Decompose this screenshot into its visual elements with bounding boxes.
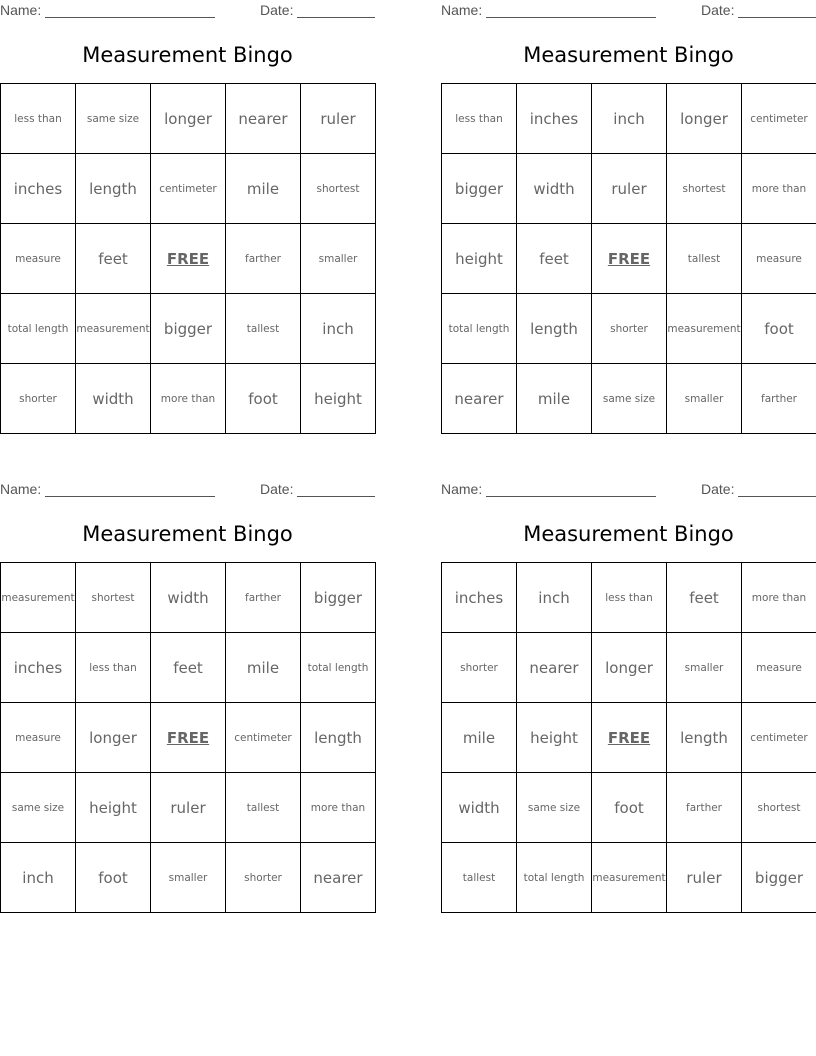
bingo-cell: nearer: [226, 84, 301, 154]
card-title: Measurement Bingo: [523, 43, 734, 67]
bingo-card-1: [0, 0, 375, 434]
bingo-cell: farther: [226, 224, 301, 294]
date-blank-line: [297, 482, 375, 497]
grid-row: [1, 843, 376, 913]
bingo-cell: longer: [76, 703, 151, 773]
grid-row: [442, 843, 816, 913]
date-label: Date:: [701, 481, 735, 497]
bingo-cell: foot: [742, 294, 816, 364]
date-label: Date:: [260, 2, 294, 18]
bingo-cell: nearer: [517, 633, 592, 703]
grid-row: [442, 84, 816, 154]
bingo-cell: inch: [301, 294, 376, 364]
bingo-cell: ruler: [301, 84, 376, 154]
bingo-grid: [0, 83, 376, 434]
date-field: [701, 2, 816, 18]
date-field: [260, 2, 375, 18]
bingo-cell: same size: [76, 84, 151, 154]
bingo-cell: bigger: [151, 294, 226, 364]
bingo-cell: ruler: [667, 843, 742, 913]
bingo-cell: same size: [1, 773, 76, 843]
bingo-cell: foot: [592, 773, 667, 843]
card-header: [0, 0, 375, 20]
bingo-card-3: [0, 479, 375, 913]
date-blank-line: [297, 3, 375, 18]
bingo-cell: total length: [301, 633, 376, 703]
grid-row: [1, 294, 376, 364]
bingo-cell: inch: [517, 563, 592, 633]
card-title: Measurement Bingo: [82, 43, 293, 67]
bingo-cell: tallest: [226, 294, 301, 364]
bingo-cell: farther: [226, 563, 301, 633]
bingo-cell: inches: [1, 154, 76, 224]
grid-row: [442, 633, 816, 703]
bingo-cell: shorter: [1, 364, 76, 434]
name-blank-line: [45, 482, 215, 497]
bingo-cell: shorter: [442, 633, 517, 703]
bingo-cell: foot: [226, 364, 301, 434]
bingo-cell: measure: [742, 633, 816, 703]
bingo-cell: ruler: [592, 154, 667, 224]
bingo-cell: more than: [301, 773, 376, 843]
bingo-cell: mile: [226, 633, 301, 703]
bingo-cell: centimeter: [151, 154, 226, 224]
bingo-cell: width: [76, 364, 151, 434]
bingo-cell: bigger: [301, 563, 376, 633]
free-space-cell: FREE: [592, 703, 667, 773]
name-blank-line: [486, 482, 656, 497]
grid-row: [1, 154, 376, 224]
bingo-cell: same size: [517, 773, 592, 843]
bingo-cell: total length: [517, 843, 592, 913]
bingo-card-4: [441, 479, 816, 913]
bingo-cell: inch: [592, 84, 667, 154]
bingo-cell: mile: [442, 703, 517, 773]
bingo-cell: feet: [76, 224, 151, 294]
grid-row: [442, 224, 816, 294]
bingo-cell: measurement: [592, 843, 667, 913]
bingo-cell: length: [667, 703, 742, 773]
bingo-cell: measurement: [667, 294, 742, 364]
bingo-cell: centimeter: [742, 703, 816, 773]
bingo-cell: farther: [667, 773, 742, 843]
grid-row: [1, 633, 376, 703]
date-blank-line: [738, 3, 816, 18]
bingo-cell: less than: [442, 84, 517, 154]
bingo-cell: measure: [1, 224, 76, 294]
bingo-cell: inches: [517, 84, 592, 154]
name-field: [441, 481, 656, 497]
name-field: [0, 481, 215, 497]
date-label: Date:: [701, 2, 735, 18]
grid-row: [1, 364, 376, 434]
bingo-cell: same size: [592, 364, 667, 434]
bingo-cell: height: [76, 773, 151, 843]
bingo-cell: feet: [517, 224, 592, 294]
bingo-cell: shorter: [592, 294, 667, 364]
bingo-cell: shortest: [742, 773, 816, 843]
bingo-cell: longer: [667, 84, 742, 154]
bingo-grid: [441, 562, 816, 913]
free-space-cell: FREE: [151, 703, 226, 773]
bingo-cell: less than: [592, 563, 667, 633]
bingo-cell: ruler: [151, 773, 226, 843]
bingo-cell: nearer: [301, 843, 376, 913]
bingo-cell: mile: [517, 364, 592, 434]
bingo-cell: measurement: [1, 563, 76, 633]
name-label: Name:: [0, 481, 42, 497]
bingo-cell: mile: [226, 154, 301, 224]
bingo-cell: height: [442, 224, 517, 294]
bingo-cell: inches: [442, 563, 517, 633]
card-header: [0, 479, 375, 499]
free-space-cell: FREE: [592, 224, 667, 294]
name-blank-line: [486, 3, 656, 18]
name-field: [0, 2, 215, 18]
date-label: Date:: [260, 481, 294, 497]
grid-row: [442, 703, 816, 773]
bingo-cell: longer: [592, 633, 667, 703]
bingo-cell: smaller: [301, 224, 376, 294]
grid-row: [1, 84, 376, 154]
bingo-card-2: [441, 0, 816, 434]
bingo-cell: length: [301, 703, 376, 773]
bingo-cell: tallest: [667, 224, 742, 294]
bingo-cell: shorter: [226, 843, 301, 913]
bingo-cell: tallest: [442, 843, 517, 913]
free-space-cell: FREE: [151, 224, 226, 294]
grid-row: [442, 773, 816, 843]
name-label: Name:: [441, 2, 483, 18]
bingo-cell: farther: [742, 364, 816, 434]
grid-row: [1, 773, 376, 843]
bingo-cell: foot: [76, 843, 151, 913]
bingo-cell: nearer: [442, 364, 517, 434]
bingo-grid: [441, 83, 816, 434]
bingo-cell: bigger: [742, 843, 816, 913]
bingo-cell: shortest: [76, 563, 151, 633]
bingo-cell: length: [517, 294, 592, 364]
bingo-cell: feet: [667, 563, 742, 633]
name-blank-line: [45, 3, 215, 18]
bingo-cell: total length: [442, 294, 517, 364]
grid-row: [1, 224, 376, 294]
bingo-cell: width: [151, 563, 226, 633]
bingo-cell: inch: [1, 843, 76, 913]
bingo-cell: height: [517, 703, 592, 773]
grid-row: [442, 364, 816, 434]
date-field: [260, 481, 375, 497]
grid-row: [1, 563, 376, 633]
bingo-cell: measure: [1, 703, 76, 773]
bingo-cell: length: [76, 154, 151, 224]
name-field: [441, 2, 656, 18]
bingo-cell: width: [442, 773, 517, 843]
name-label: Name:: [441, 481, 483, 497]
bingo-cell: shortest: [301, 154, 376, 224]
grid-row: [442, 154, 816, 224]
grid-row: [442, 294, 816, 364]
bingo-cell: measure: [742, 224, 816, 294]
bingo-cell: centimeter: [226, 703, 301, 773]
bingo-cell: total length: [1, 294, 76, 364]
bingo-cell: less than: [76, 633, 151, 703]
bingo-cell: centimeter: [742, 84, 816, 154]
bingo-cell: tallest: [226, 773, 301, 843]
bingo-cell: less than: [1, 84, 76, 154]
bingo-cell: more than: [151, 364, 226, 434]
bingo-cell: feet: [151, 633, 226, 703]
grid-row: [442, 563, 816, 633]
bingo-cell: inches: [1, 633, 76, 703]
card-header: [441, 479, 816, 499]
bingo-grid: [0, 562, 376, 913]
card-title: Measurement Bingo: [82, 522, 293, 546]
bingo-cell: smaller: [667, 633, 742, 703]
date-blank-line: [738, 482, 816, 497]
card-header: [441, 0, 816, 20]
bingo-cell: width: [517, 154, 592, 224]
bingo-cell: longer: [151, 84, 226, 154]
name-label: Name:: [0, 2, 42, 18]
bingo-cell: bigger: [442, 154, 517, 224]
bingo-cell: measurement: [76, 294, 151, 364]
bingo-cell: smaller: [151, 843, 226, 913]
bingo-cell: shortest: [667, 154, 742, 224]
bingo-cell: height: [301, 364, 376, 434]
card-title: Measurement Bingo: [523, 522, 734, 546]
bingo-cell: smaller: [667, 364, 742, 434]
grid-row: [1, 703, 376, 773]
bingo-cell: more than: [742, 154, 816, 224]
bingo-cell: more than: [742, 563, 816, 633]
date-field: [701, 481, 816, 497]
